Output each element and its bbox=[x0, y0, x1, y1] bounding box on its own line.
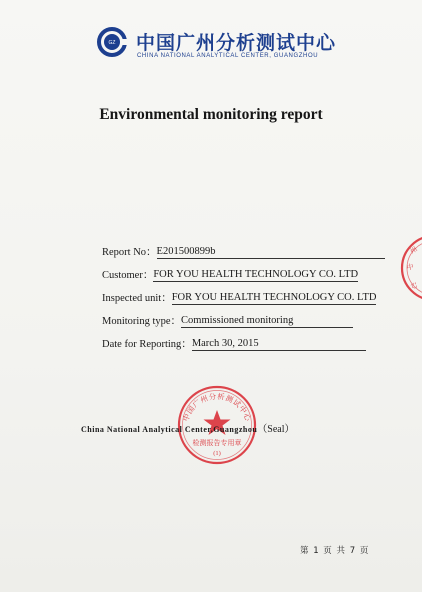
seal-label: （Seal） bbox=[257, 424, 295, 435]
field-value: FOR YOU HEALTH TECHNOLOGY CO. LTD bbox=[171, 292, 377, 303]
partial-seal-stamp bbox=[396, 228, 422, 308]
field-report-no bbox=[102, 241, 385, 259]
header bbox=[96, 26, 396, 66]
field-monitoring-type bbox=[102, 310, 353, 328]
field-customer bbox=[102, 264, 358, 282]
field-date-for-reporting bbox=[102, 333, 366, 351]
field-inspected-unit bbox=[102, 287, 376, 305]
svg-text:GZ: GZ bbox=[108, 40, 116, 46]
field-label: Report No： bbox=[102, 247, 157, 258]
center-name: China National Analytical Center,Guangzhou bbox=[81, 425, 258, 434]
seal-number: (1) bbox=[213, 450, 221, 457]
logo-icon bbox=[96, 26, 128, 58]
report-title: Environmental monitoring report bbox=[99, 106, 323, 123]
field-label: Inspected unit： bbox=[102, 293, 172, 304]
field-value: March 30, 2015 bbox=[192, 338, 366, 351]
svg-text:中: 中 bbox=[405, 262, 415, 272]
org-name-cn: 中国广州分析测试中心 bbox=[136, 32, 337, 54]
field-label: Customer： bbox=[102, 270, 154, 281]
field-label: Monitoring type： bbox=[102, 316, 182, 327]
svg-text:心: 心 bbox=[409, 280, 419, 291]
center-signature-line bbox=[81, 420, 295, 435]
field-label: Date for Reporting： bbox=[102, 339, 192, 350]
seal-ring-text: 中国广州分析测试中心 bbox=[181, 391, 253, 423]
page-number: 第 1 页 共 7 页 bbox=[300, 546, 370, 556]
svg-text:州: 州 bbox=[408, 245, 419, 256]
org-name-en: CHINA NATIONAL ANALYTICAL CENTER, GUANGZHOU bbox=[137, 53, 319, 59]
field-value: Commissioned monitoring bbox=[181, 315, 353, 328]
seal-inner-text: 检测报告专用章 bbox=[192, 439, 242, 447]
field-value: FOR YOU HEALTH TECHNOLOGY CO. LTD bbox=[153, 269, 359, 280]
field-value: E201500899b bbox=[157, 246, 385, 259]
